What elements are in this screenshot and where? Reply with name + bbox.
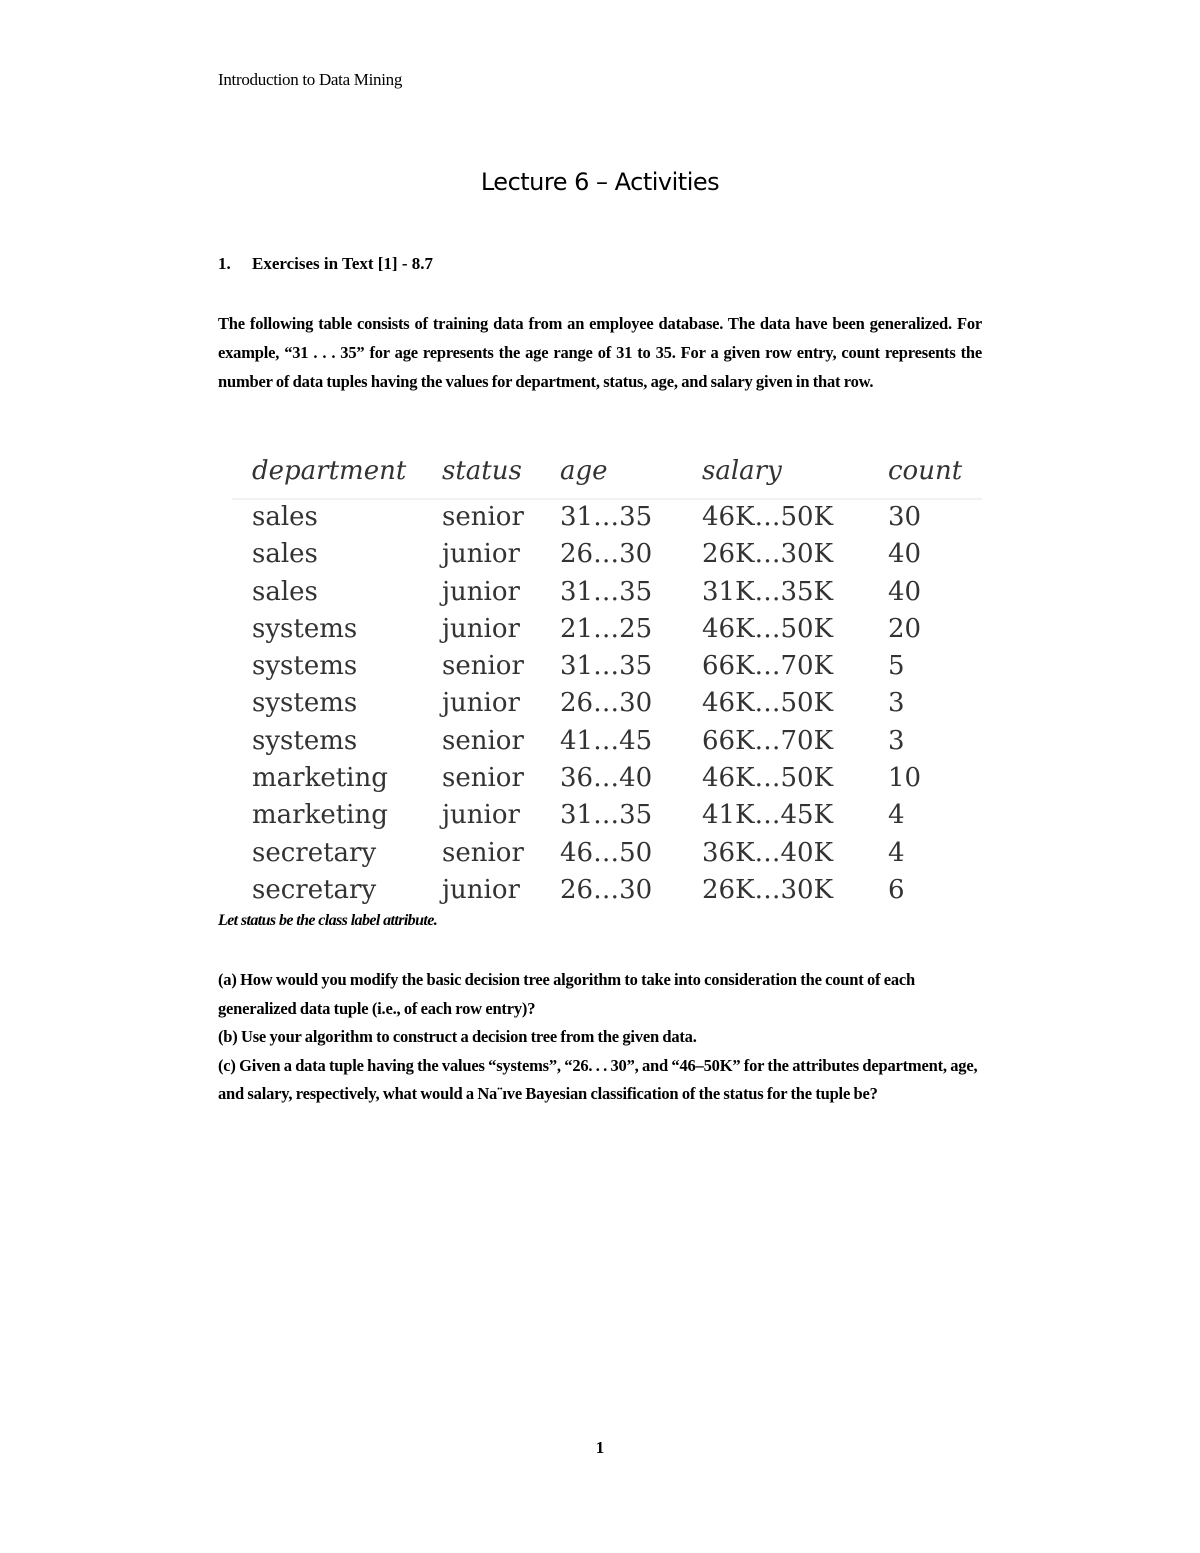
table-row — [232, 800, 982, 837]
header-salary: salary — [702, 456, 782, 486]
cell-status: senior — [442, 725, 524, 756]
cell-status: senior — [442, 651, 524, 682]
table-row — [232, 614, 982, 651]
cell-age: 26…30 — [560, 539, 653, 570]
cell-department: systems — [252, 651, 358, 682]
table-row — [232, 577, 982, 614]
cell-department: systems — [252, 688, 358, 719]
cell-count: 40 — [888, 539, 922, 570]
cell-salary: 46K…50K — [702, 688, 834, 719]
cell-status: junior — [442, 539, 520, 570]
header-count: count — [888, 456, 963, 486]
cell-count: 4 — [888, 837, 905, 868]
cell-count: 4 — [888, 800, 905, 831]
cell-count: 5 — [888, 651, 905, 682]
cell-salary: 41K…45K — [702, 800, 834, 831]
cell-age: 46…50 — [560, 837, 653, 868]
cell-status: junior — [442, 576, 520, 607]
table-row — [232, 726, 982, 763]
cell-count: 6 — [888, 874, 905, 905]
cell-department: marketing — [252, 800, 388, 831]
section-number: 1. — [218, 254, 231, 273]
table-row — [232, 838, 982, 875]
cell-department: secretary — [252, 837, 377, 868]
table-body — [232, 502, 982, 912]
cell-age: 41…45 — [560, 725, 653, 756]
question-a: (a) How would you modify the basic decision tree algorithm to take into consideration the count of each generalized data tuple (i.e., of each row entry)? — [218, 970, 916, 1018]
table-row — [232, 502, 982, 539]
cell-department: sales — [252, 576, 318, 607]
running-header: Introduction to Data Mining — [218, 70, 403, 89]
header-department: department — [252, 456, 407, 486]
intro-paragraph: The following table consists of training data from an employee database. The data have been generalized. For example, “31 . . . 35” for age represents the age range of 31 to 35. For a given row entry, count represents the number of data tuples having the values for department, status, age, and salary given in that row. — [218, 314, 982, 391]
cell-salary: 46K…50K — [702, 763, 834, 794]
cell-count: 20 — [888, 613, 922, 644]
cell-status: junior — [442, 874, 520, 905]
table-row — [232, 688, 982, 725]
section-heading-text: Exercises in Text [1] - 8.7 — [252, 254, 434, 273]
cell-salary: 66K…70K — [702, 725, 834, 756]
employee-data-table — [232, 456, 982, 912]
cell-count: 3 — [888, 688, 905, 719]
cell-department: secretary — [252, 874, 377, 905]
header-age: age — [560, 456, 608, 486]
cell-status: senior — [442, 837, 524, 868]
cell-count: 30 — [888, 502, 922, 532]
table-row — [232, 875, 982, 912]
cell-salary: 46K…50K — [702, 502, 834, 532]
questions — [218, 966, 982, 1109]
cell-age: 36…40 — [560, 763, 653, 794]
cell-status: junior — [442, 613, 520, 644]
question-c: (c) Given a data tuple having the values “systems”, “26. . . 30”, and “46–50K” for the attributes department, age, and salary, respectively, what would a Na¨ıve Bayesian classification of the status for the tuple be? — [218, 1055, 978, 1103]
question-b: (b) Use your algorithm to construct a decision tree from the given data. — [218, 1027, 697, 1046]
cell-age: 26…30 — [560, 874, 653, 905]
table-row — [232, 539, 982, 576]
cell-age: 21…25 — [560, 613, 653, 644]
cell-salary: 46K…50K — [702, 613, 834, 644]
cell-department: sales — [252, 539, 318, 570]
cell-salary: 66K…70K — [702, 651, 834, 682]
cell-status: junior — [442, 800, 520, 831]
cell-count: 40 — [888, 576, 922, 607]
table-row — [232, 651, 982, 688]
cell-status: senior — [442, 502, 524, 532]
class-label-note: Let status be the class label attribute. — [218, 912, 438, 929]
cell-age: 31…35 — [560, 502, 653, 532]
cell-age: 31…35 — [560, 651, 653, 682]
cell-age: 31…35 — [560, 800, 653, 831]
cell-status: junior — [442, 688, 520, 719]
cell-salary: 26K…30K — [702, 539, 834, 570]
cell-count: 3 — [888, 725, 905, 756]
cell-salary: 31K…35K — [702, 576, 834, 607]
table-row — [232, 763, 982, 800]
cell-department: systems — [252, 613, 358, 644]
page-number: 1 — [595, 1438, 605, 1457]
cell-status: senior — [442, 763, 524, 794]
cell-salary: 26K…30K — [702, 874, 834, 905]
cell-age: 31…35 — [560, 576, 653, 607]
cell-department: sales — [252, 502, 318, 532]
header-status: status — [442, 456, 522, 486]
cell-count: 10 — [888, 763, 922, 794]
cell-salary: 36K…40K — [702, 837, 834, 868]
page-title: Lecture 6 – Activities — [480, 168, 720, 196]
cell-age: 26…30 — [560, 688, 653, 719]
cell-department: marketing — [252, 763, 388, 794]
section-heading — [218, 254, 433, 274]
cell-department: systems — [252, 725, 358, 756]
table-header-row — [232, 456, 982, 500]
